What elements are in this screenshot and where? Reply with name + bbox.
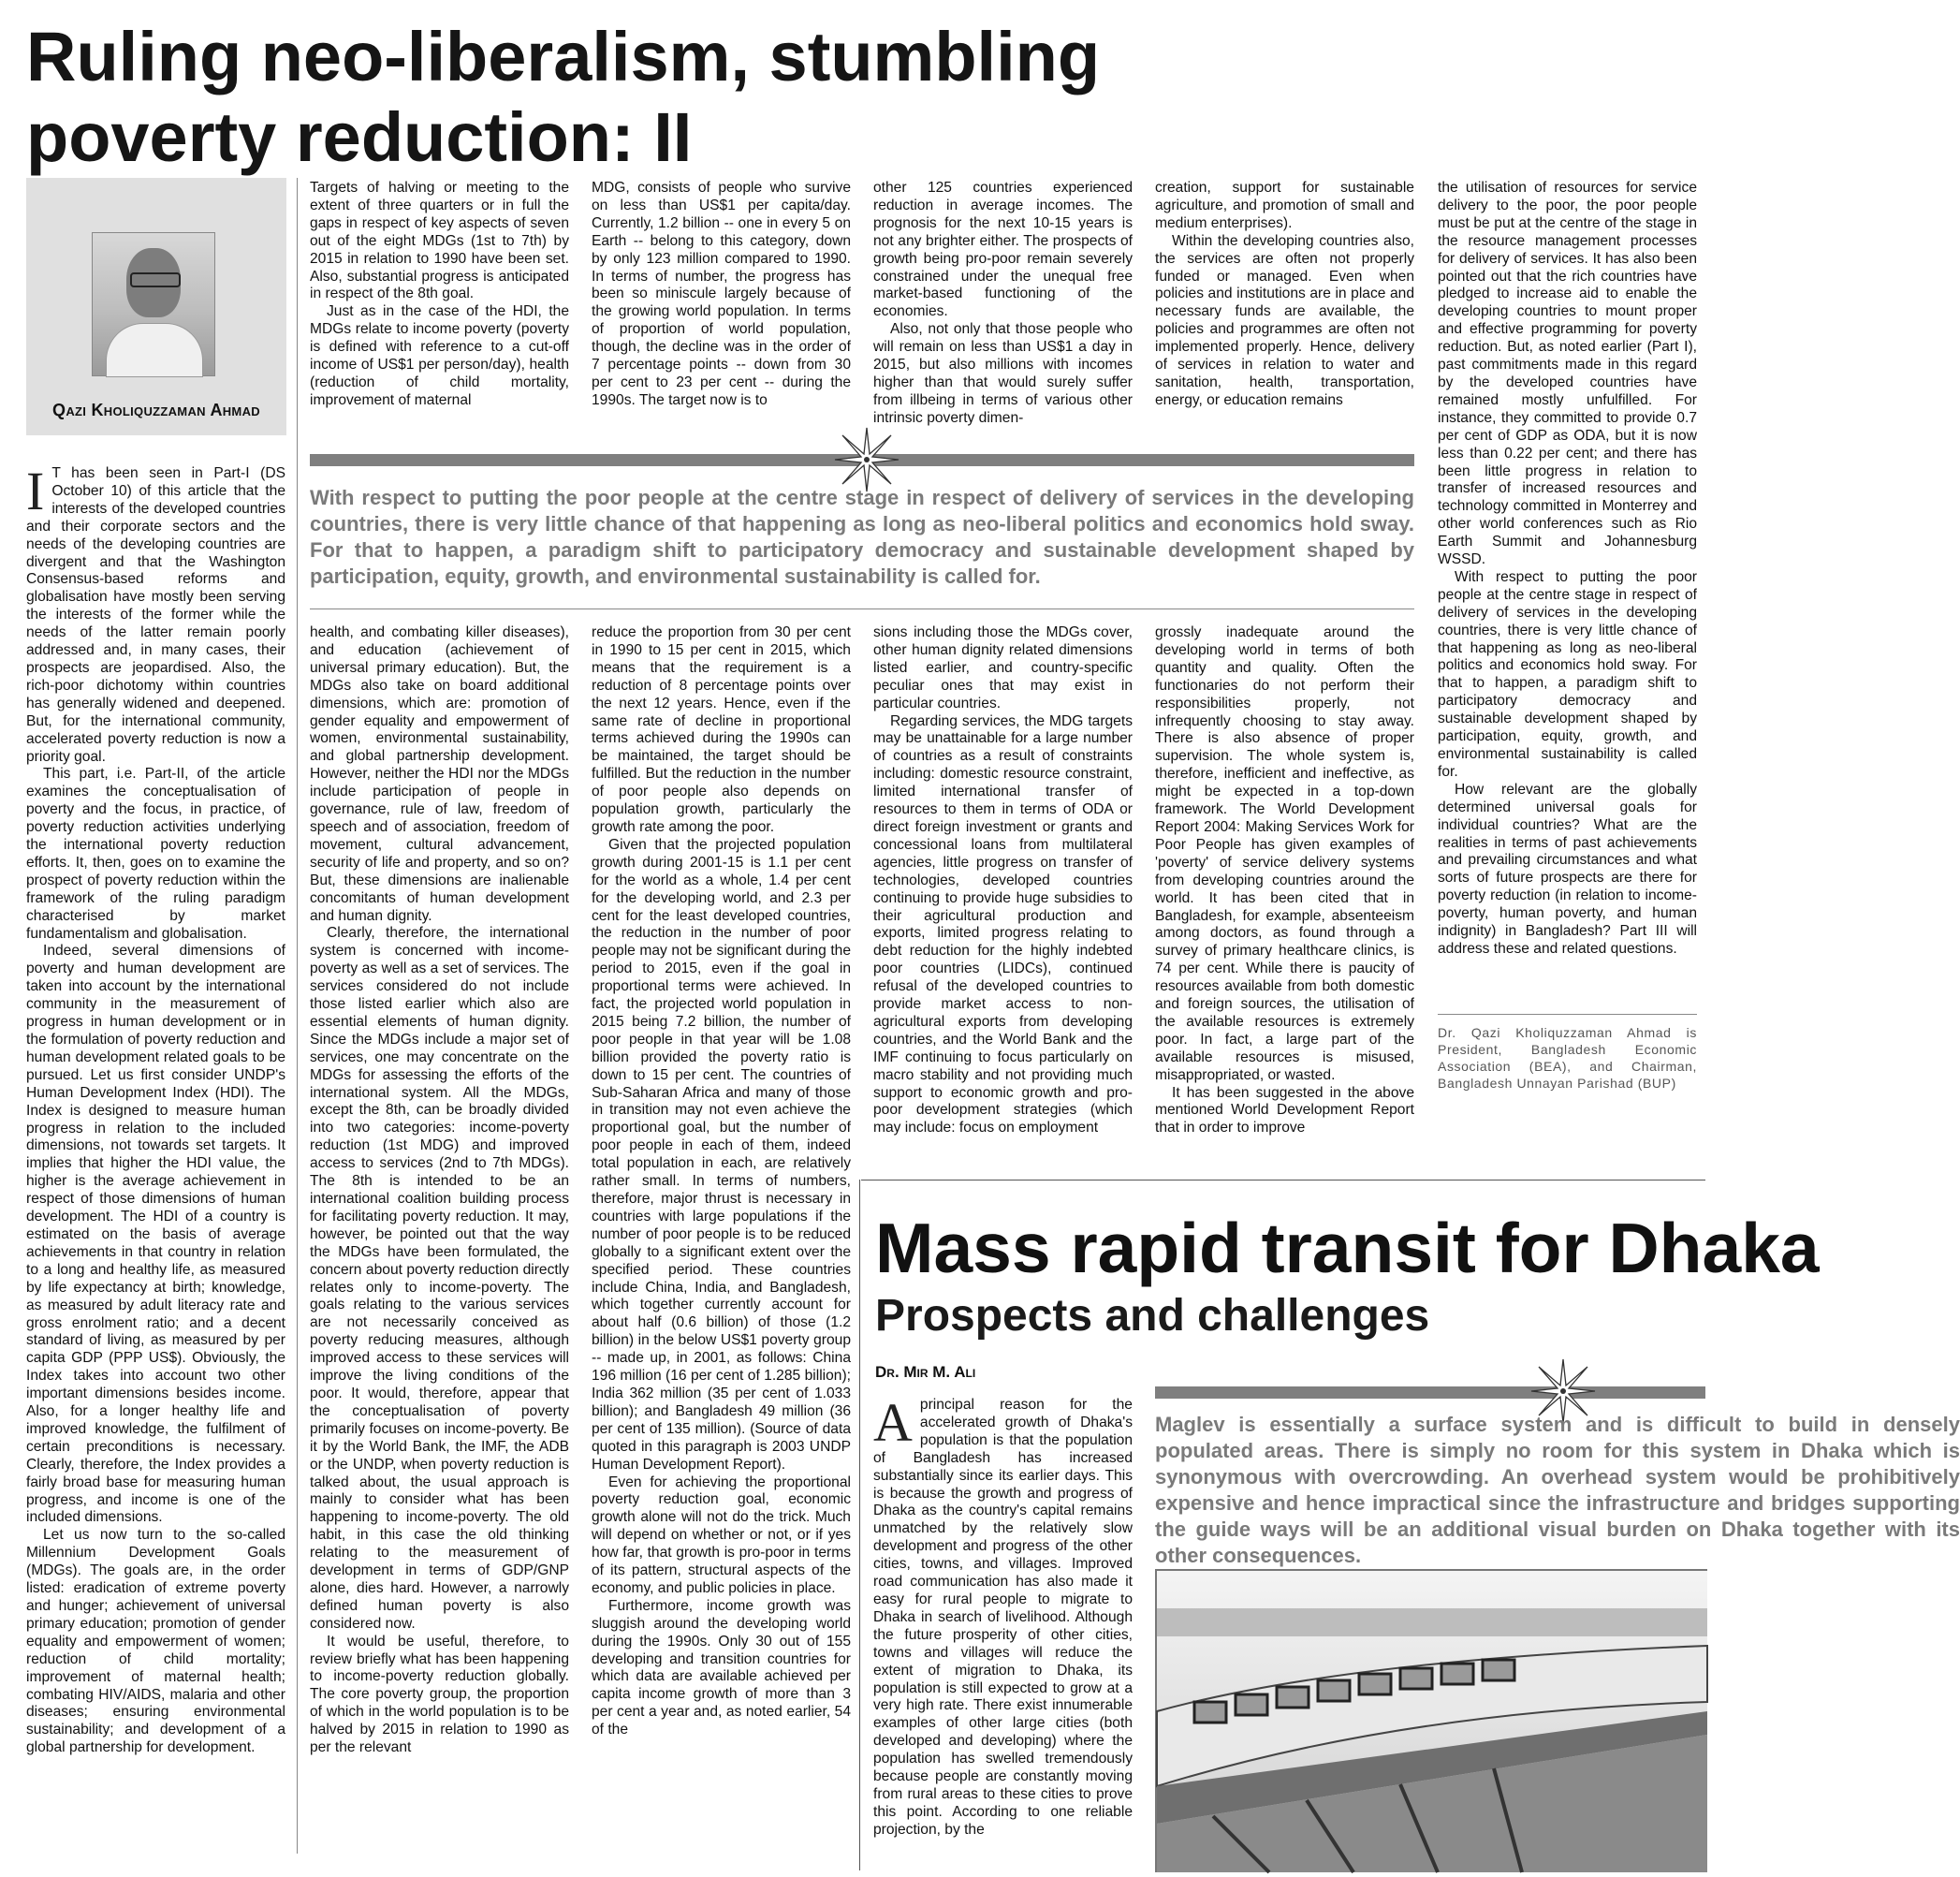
paragraph: It would be useful, therefore, to review briefly what has been happening to income-poverty reduction globally. The core poverty group, the proportion of which in the world population is to be halved by 2015 in relation to 1990 as per the relevant xyxy=(310,1633,569,1756)
paragraph: MDG, consists of people who survive on less than US$1 per capita/day. Currently, 1.2 billion -- one in every 5 on Earth -- belong to this category, down by only 123 million compared to 1990. In terms of number, the progress has been so miniscule largely because of the growing world population. In terms of proportion of world population, though, the decline was in the order of 7 percentage points -- down from 30 per cent to 23 per cent -- during the 1990s. The target now is to xyxy=(592,180,851,408)
paragraph: With respect to putting the poor people at the centre stage in respect of delivery of services in the developing countries, there is very little chance of that happening as long as neo-liberal politics and economics hold sway. For that to happen, a paradigm shift to participatory democracy and sustainable development shaped by participation, equity, growth, and environmental sustainability is called for. xyxy=(1438,568,1697,780)
article2-author: Dr. Mir M. Ali xyxy=(875,1363,976,1381)
article-column-2-bottom xyxy=(310,624,569,1851)
article-separator-vertical xyxy=(859,1180,860,1870)
paragraph: Just as in the case of the HDI, the MDGs relate to income poverty (poverty is defined with reference to a cut-off income of US$1 per person/day), health (reduction of child mortality, improvement of maternal xyxy=(310,303,569,408)
column-divider xyxy=(297,178,298,1854)
author-box xyxy=(26,178,286,435)
article2-pull-quote: Maglev is essentially a surface system and is difficult to build in densely populated areas. There is simply no room for this system in Dhaka which is synonymous with overcrowding. An overhead system would be prohibitively expensive and hence impractical since the infrastructure and bridges supporting the guide ways will be an additional visual burden on Dhaka together with its other consequences. xyxy=(1155,1413,1960,1567)
paragraph: How relevant are the globally determined universal goals for individual countries? What are the realities in terms of past achievements and prevailing circumstances and what sorts of future prospects are there for poverty reduction (in relation to income-poverty, human poverty, and human indignity) in Bangladesh? Part III will address these and related questions. xyxy=(1438,781,1697,957)
article2-pull-quote-clip xyxy=(1155,1412,1960,1567)
author-name: Qazi Kholiquzzaman Ahmad xyxy=(52,401,260,419)
maglev-train-photo xyxy=(1155,1569,1707,1872)
paragraph: the utilisation of resources for service delivery to the poor, the poor people must be put at the centre of the stage in the resource management processes for delivery of services. It has also been pointed out that the rich countries have pledged to increase aid to enable the developing countries to mount proper and effective programming for poverty reduction. But, as noted earlier (Part I), past commitments made in this regard by the developed countries have remained mostly unfulfilled. For instance, they committed to provide 0.7 per cent of GDP as ODA, but it is now less than 0.22 per cent; and there has been little progress in relation to transfer of increased resources and technology committed in Monterrey and other world conferences such as Rio Earth Summit and Johannesburg WSSD. xyxy=(1438,180,1697,568)
paragraph: Clearly, therefore, the international system is concerned with income-poverty as well as a set of services. The services considered do not include those listed earlier which also are essential elements of human dignity. Since the MDGs include a major set of services, one may concentrate on the MDGs for assessing the efforts of the international system. All the MDGs, except the 8th, can be broadly divided into two categories: income-poverty reduction (1st MDG) and improved access to services (2nd to 7th MDGs). The 8th is intended to be an international coalition building process for facilitating poverty reduction. It may, however, be pointed out that the way the MDGs have been formulated, the concern about poverty reduction directly relates only to income-poverty. The goals relating to the various services are not necessarily conceived as poverty reducing measures, although improved access to these services will improve the living conditions of the poor. It would, therefore, appear that the conceptualisation of poverty primarily focuses on income-poverty. Be it by the World Bank, the IMF, the ADB or the UNDP, when poverty reduction is talked about, the usual approach is mainly to consider what has been happening to income-poverty. The old habit, in this case the old thinking relating to the measurement of development in terms of GDP/GNP alone, dies hard. However, a narrowly defined human poverty is also considered now. xyxy=(310,925,569,1632)
paragraph: T has been seen in Part-I (DS October 10) of this article that the interests of the developed countries and their corporate sectors and the needs of the developing countries are divergent and that the Washington Consensus-based reforms and globalisation have mostly been serving the interests of the former while the needs of the latter remain poorly addressed and, in many cases, their prospects are jeopardised. Also, the rich-poor dichotomy within countries has generally widened and deepened. But, for the international community, accelerated poverty reduction is now a priority goal. xyxy=(26,465,285,765)
article-column-5-bottom xyxy=(1155,624,1414,1167)
paragraph: Regarding services, the MDG targets may be unattainable for a large number of countries as a result of constraints including: domestic resource constraint, limited international transfer of resources to them in terms of ODA or direct foreign investment or grants and concessional loans from multilateral agencies, little progress on transfer of technologies, developed countries continuing to provide huge subsidies to their agricultural production and exports, limited progress relating to debt reduction for the highly indebted poor countries (LIDCs), continued refusal of the developed countries to provide market access to non-agricultural exports from developing countries, and the World Bank and the IMF continuing to focus particularly on macro stability and not providing much support to economic growth and pro-poor development strategies (which may include: focus on employment xyxy=(873,712,1133,1136)
starburst-icon xyxy=(833,426,900,493)
article-column-4-top xyxy=(873,180,1133,428)
paragraph: Indeed, several dimensions of poverty and human development are taken into account by the international community in the measurement of progress in human development or in the formulation of poverty reduction and human development related goals to be pursued. Let us first consider UNDP's Human Development Index (HDI). The Index is designed to measure human progress in relation to the included dimensions, not towards set targets. It implies that higher the HDI value, the higher is the average achievement in respect of those dimensions of human development. The HDI of a country is estimated on the basis of average achievements in that country in relation to a long and healthy life, as measured by life expectancy at birth; knowledge, as measured by adult literacy rate and gross enrolment ratio; and a decent standard of living, as measured by per capita GDP (PPP US$). Obviously, the Index takes into account two other important dimensions besides income. Also, for a longer healthy life and improved knowledge, the fulfilment of certain preconditions is necessary. Clearly, therefore, the Index provides a fairly broad base for measuring human progress, and income is one of the included dimensions. xyxy=(26,943,285,1526)
paragraph: Given that the projected population growth during 2001-15 is 1.1 per cent for the world as a whole, 1.4 per cent for the developing world, and 2.3 per cent for the least developed countries, the reduction in the number of poor people may not be significant during the period to 2015, even if the goal in proportional terms were achieved. In fact, the projected world population in 2015 being 7.2 billion, the number of poor people in that year will be 1.08 billion provided the poverty ratio is down to 15 per cent. The countries of Sub-Saharan Africa and many of those in transition may not even achieve the proportional goal, but the number of poor people in each of them, indeed total population in each, are relatively rather small. In terms of numbers, therefore, major thrust is necessary in countries with large populations if the number of poor people is to be reduced globally to a significant extent over the specified period. These countries include China, India, and Bangladesh, which together currently account for about half (0.6 billion) of those (1.2 billion) in the below US$1 poverty group -- made up, in 2001, as follows: China 196 million (16 per cent of 1.285 billion); India 362 million (35 per cent of 1.033 billion); and Bangladesh 49 million (36 per cent of 135 million). (Source of data quoted in this paragraph is 2003 UNDP Human Development Report). xyxy=(592,836,851,1473)
paragraph: This part, i.e. Part-II, of the article examines the conceptualisation of poverty and the focus, in practice, of poverty reduction activities underlying the international poverty reduction efforts. It, then, goes on to examine the prospect of poverty reduction within the framework of the ruling paradigm characterised by market fundamentalism and globalisation. xyxy=(26,766,285,942)
paragraph: creation, support for sustainable agriculture, and promotion of small and medium enterprises). xyxy=(1155,180,1414,231)
paragraph: Let us now turn to the so-called Millennium Development Goals (MDGs). The goals are, in the order listed: eradication of extreme poverty and hunger; achievement of universal primary education; promotion of gender equality and empowerment of women; reduction of child mortality; improvement of maternal health; combating HIV/AIDS, malaria and other diseases; ensuring environmental sustainability; and development of a global partnership for development. xyxy=(26,1527,285,1756)
drop-cap: I xyxy=(26,461,45,521)
article-column-1 xyxy=(26,461,285,1846)
author-photo xyxy=(92,232,215,376)
article2-headline: Mass rapid transit for Dhaka xyxy=(875,1209,1820,1287)
paragraph: grossly inadequate around the developing world in terms of both quantity and quality. Often the functionaries do not perform their responsibilities properly, not infrequently choosing to stay away. There is also absence of proper supervision. The whole system is, therefore, inefficient and ineffective, as might be expected in a top-down framework. The World Development Report 2004: Making Services Work for Poor People has given examples of 'poverty' of service delivery systems from developing countries around the world. It has been cited that in Bangladesh, for example, absenteeism among doctors, as found through a survey of primary healthcare clinics, is 74 per cent. While there is paucity of resources available from both domestic and foreign sources, the utilisation of the available resources is extremely poor. In fact, a large part of the available resources is misused, misappropriated, or wasted. xyxy=(1155,624,1414,1083)
author-note-divider xyxy=(1438,1014,1697,1015)
paragraph: Targets of halving or meeting to the extent of three quarters or in full the gaps in respect of key aspects of seven out of the eight MDGs (1st to 7th) by 2015 in relation to 1990 have been set. Also, substantial progress is anticipated in respect of the 8th goal. xyxy=(310,180,569,302)
paragraph: reduce the proportion from 30 per cent in 1990 to 15 per cent in 2015, which means that the requirement is a reduction of 8 percentage points over the next 12 years. Hence, even if the same rate of decline in proportional terms achieved during the 1990s can be maintained, the target should be fulfilled. But the reduction in the number of poor people also depends on population growth, particularly the growth rate among the poor. xyxy=(592,624,851,835)
author-note-text: Dr. Qazi Kholiquzzaman Ahmad is President, Bangladesh Economic Association (BEA), and Chairman, Bangladesh Unnayan Parishad (BUP) xyxy=(1438,1025,1697,1091)
article-headline: Ruling neo-liberalism, stumbling poverty reduction: II xyxy=(26,18,1101,176)
article-column-5-top xyxy=(1155,180,1414,428)
article-column-6 xyxy=(1438,180,1697,1008)
author-note xyxy=(1438,1024,1697,1099)
article2-column-1 xyxy=(873,1392,1133,1870)
article-column-2-top xyxy=(310,180,569,428)
paragraph: principal reason for the accelerated growth of Dhaka's population is that the population of Bangladesh has increased substantially since its earlier days. This is because the growth and progress of Dhaka as the country's capital remains unmatched by the relatively slow development and progress of the other cities, towns, and villages. Improved road communication has also made it easy for rural people to migrate to Dhaka in search of livelihood. Although the future prosperity of other cities, towns and villages will reduce the extent of migration to Dhaka, its population is still expected to grow at a very high rate. There exist innumerable examples of other large cities (both developed and developing) where the population has swelled tremendously because people are constantly moving from rural areas to these cities to prove this point. According to one reliable projection, by the xyxy=(873,1397,1133,1838)
pull-quote: With respect to putting the poor people at the centre stage in respect of delivery of services in the developing countries, there is very little chance of that happening as long as neo-liberal politics and economics hold sway. For that to happen, a paradigm shift to participatory democracy and sustainable development shaped by participation, equity, growth, and environmental sustainability is called for. xyxy=(310,486,1414,588)
paragraph: Within the developing countries also, the services are often not properly funded or managed. Even when policies and institutions are in place and necessary funds are available, the policies and programmes are often not implemented properly. Hence, delivery of services in relation to water and sanitation, health, transportation, energy, or education remains xyxy=(1155,232,1414,408)
article-column-3-bottom xyxy=(592,624,851,1851)
paragraph: health, and combating killer diseases), and education (achievement of universal primary education). But, the MDGs also take on board additional dimensions, which are: promotion of gender equality and empowerment of women, environmental sustainability, and global partnership development. However, neither the HDI nor the MDGs include participation of people in governance, rule of law, freedom of speech and of association, freedom of movement, cultural advancement, security of life and property, and so on? But, these dimensions are inalienable concomitants of human development and human dignity. xyxy=(310,624,569,924)
article-column-3-top xyxy=(592,180,851,428)
paragraph: sions including those the MDGs cover, other human dignity related dimensions listed earlier, and country-specific peculiar ones that may exist in particular countries. xyxy=(873,624,1133,711)
paragraph: other 125 countries experienced reduction in average incomes. The prognosis for the next 10-15 years is not any brighter either. The prospects of growth being pro-poor remain severely constrained under the unequal free market-based functioning of the economies. xyxy=(873,180,1133,320)
article-column-4-bottom xyxy=(873,624,1133,1167)
paragraph: Also, not only that those people who will remain on less than US$1 a day in 2015, but also millions with incomes higher than that would surely suffer from illbeing in terms of various other intrinsic poverty dimen- xyxy=(873,321,1133,426)
drop-cap: A xyxy=(873,1392,913,1453)
paragraph: It has been suggested in the above mentioned World Development Report that in order to improve xyxy=(1155,1084,1414,1136)
paragraph: Furthermore, income growth was sluggish around the developing world during the 1990s. Only 30 out of 155 developing and transition countries for which data are available achieved per capita income growth of more than 3 per cent a year and, as noted earlier, 54 of the xyxy=(592,1597,851,1738)
maglev-illustration xyxy=(1157,1571,1707,1872)
article2-subhead: Prospects and challenges xyxy=(875,1291,1430,1341)
article2-pullquote-rule xyxy=(1155,1386,1705,1399)
paragraph: Even for achieving the proportional poverty reduction goal, economic growth alone will not do the trick. Much will depend on whether or not, or if yes how far, that growth is pro-poor in terms of its pattern, structural aspects of the economy, and public policies in place. xyxy=(592,1474,851,1596)
